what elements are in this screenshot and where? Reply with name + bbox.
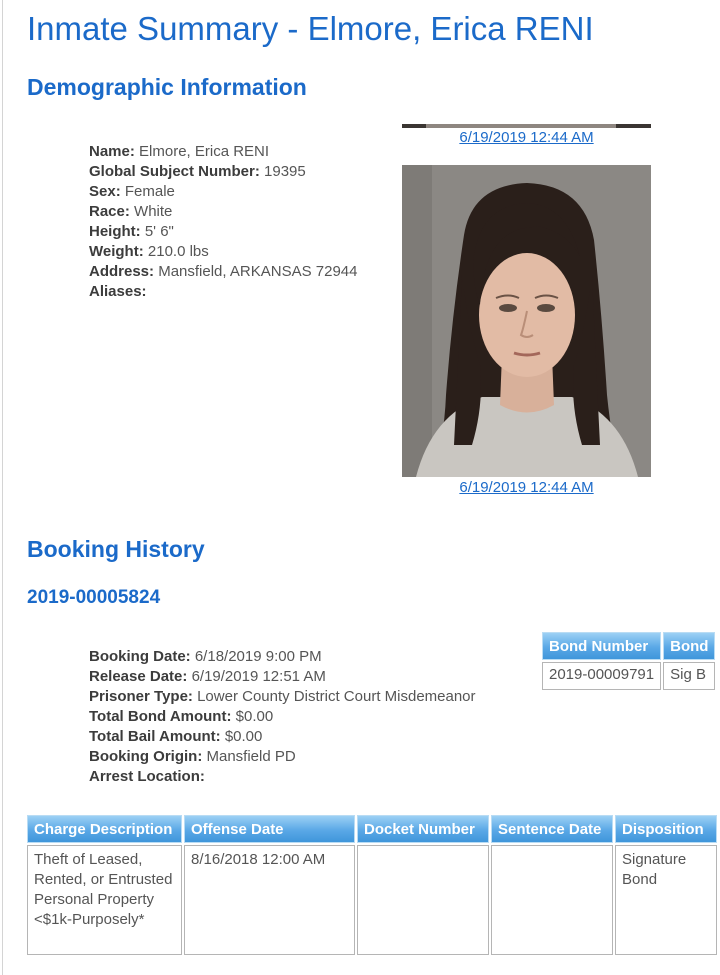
page-left-border bbox=[2, 0, 3, 975]
bond-number-column-header[interactable]: Bond Number bbox=[542, 632, 661, 660]
demographic-heading: Demographic Information bbox=[27, 74, 307, 100]
field-name bbox=[89, 142, 357, 162]
field-booking-date bbox=[89, 647, 476, 667]
field-value: Lower County District Court Misdemeanor bbox=[197, 688, 476, 705]
page-title: Inmate Summary - Elmore, Erica RENI bbox=[27, 10, 594, 47]
field-value: Mansfield, ARKANSAS 72944 bbox=[158, 263, 358, 280]
field-height bbox=[89, 222, 357, 242]
table-header-row bbox=[27, 815, 717, 843]
photo-date-link[interactable]: 6/19/2019 12:44 AM bbox=[459, 479, 594, 496]
field-label: Arrest Location: bbox=[89, 768, 205, 785]
field-value: Mansfield PD bbox=[206, 748, 296, 765]
offense-date-cell: 8/16/2018 12:00 AM bbox=[184, 845, 355, 955]
field-label: Global Subject Number: bbox=[89, 163, 260, 180]
field-prisoner-type bbox=[89, 687, 476, 707]
field-label: Address: bbox=[89, 263, 155, 280]
disposition-cell: Signature Bond bbox=[615, 845, 717, 955]
docket-number-column-header[interactable]: Docket Number bbox=[357, 815, 489, 843]
field-value: 210.0 lbs bbox=[147, 243, 209, 260]
field-value: Elmore, Erica RENI bbox=[139, 143, 270, 160]
charge-description-cell: Theft of Leased, Rented, or Entrusted Personal Property <$1k-Purposely* bbox=[27, 845, 182, 955]
field-label: Prisoner Type: bbox=[89, 688, 193, 705]
previous-mugshot-photo-edge bbox=[402, 124, 651, 128]
field-value: $0.00 bbox=[235, 708, 274, 725]
field-total-bond-amount bbox=[89, 707, 476, 727]
booking-fields bbox=[89, 647, 476, 787]
booking-number: 2019-00005824 bbox=[27, 587, 161, 608]
offense-date-column-header[interactable]: Offense Date bbox=[184, 815, 355, 843]
charge-description-column-header[interactable]: Charge Description bbox=[27, 815, 182, 843]
field-label: Aliases: bbox=[89, 283, 147, 300]
mugshot-photo bbox=[402, 165, 651, 477]
field-label: Booking Origin: bbox=[89, 748, 203, 765]
field-label: Name: bbox=[89, 143, 135, 160]
table-header-row bbox=[542, 632, 715, 660]
field-release-date bbox=[89, 667, 476, 687]
field-value: 6/18/2019 9:00 PM bbox=[194, 648, 322, 665]
field-label: Sex: bbox=[89, 183, 121, 200]
field-label: Height: bbox=[89, 223, 141, 240]
field-value: $0.00 bbox=[224, 728, 263, 745]
field-booking-origin bbox=[89, 747, 476, 767]
field-value: Female bbox=[124, 183, 175, 200]
field-label: Race: bbox=[89, 203, 130, 220]
photo-date-link[interactable]: 6/19/2019 12:44 AM bbox=[459, 129, 594, 146]
sentence-date-cell bbox=[491, 845, 613, 955]
field-value: White bbox=[134, 203, 173, 220]
field-race bbox=[89, 202, 357, 222]
bond-number-cell: 2019-00009791 bbox=[542, 662, 661, 690]
mugshot-image bbox=[402, 165, 651, 477]
bond-type-column-header[interactable]: Bond bbox=[663, 632, 715, 660]
field-aliases bbox=[89, 282, 357, 302]
bond-table bbox=[540, 630, 717, 692]
booking-history-heading: Booking History bbox=[27, 536, 205, 562]
bond-type-cell: Sig B bbox=[663, 662, 715, 690]
disposition-column-header[interactable]: Disposition bbox=[615, 815, 717, 843]
field-label: Release Date: bbox=[89, 668, 188, 685]
sentence-date-column-header[interactable]: Sentence Date bbox=[491, 815, 613, 843]
field-weight bbox=[89, 242, 357, 262]
field-address bbox=[89, 262, 357, 282]
field-label: Total Bond Amount: bbox=[89, 708, 232, 725]
field-arrest-location bbox=[89, 767, 476, 787]
demographic-fields bbox=[89, 142, 357, 302]
field-label: Weight: bbox=[89, 243, 144, 260]
field-global-subject-number bbox=[89, 162, 357, 182]
field-value: 19395 bbox=[264, 163, 306, 180]
table-row bbox=[27, 845, 717, 955]
field-total-bail-amount bbox=[89, 727, 476, 747]
table-row bbox=[542, 662, 715, 690]
field-value: 6/19/2019 12:51 AM bbox=[191, 668, 326, 685]
field-value: 5' 6" bbox=[144, 223, 174, 240]
field-label: Booking Date: bbox=[89, 648, 191, 665]
field-sex bbox=[89, 182, 357, 202]
docket-number-cell bbox=[357, 845, 489, 955]
charge-table bbox=[25, 813, 719, 957]
field-label: Total Bail Amount: bbox=[89, 728, 221, 745]
